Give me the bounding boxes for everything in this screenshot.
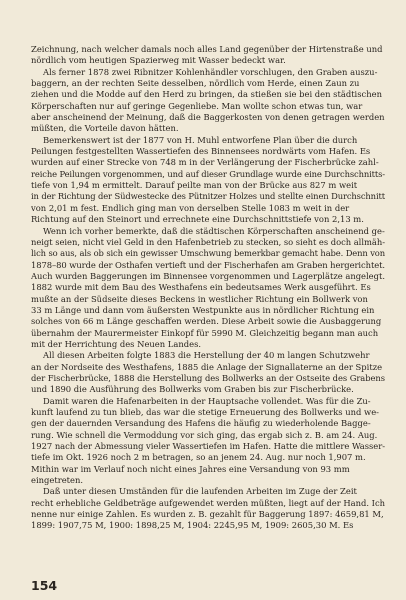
text-line: der Fischerbrücke, 1888 die Herstellung des Bollwerks an der Ostseite des Grabens (31, 372, 385, 383)
text-line: an der Nordseite des Westhafens, 1885 die Anlage der Signallaterne an der Spitze (31, 361, 383, 372)
text-line: wurden auf einer Strecke von 748 m in der Verlängerung der Fischerbrücke zahl- (31, 157, 379, 168)
text-line: 1927 nach der Abmessung vieler Wassertiefen im Hafen. Hatte die mittlere Wasser- (31, 441, 385, 452)
text-line: ziehen und die Modde auf den Herd zu bringen, da stießen sie bei den städtischen (31, 89, 382, 100)
page-number: 154 (31, 578, 58, 593)
text-line: und 1890 die Ausführung des Bollwerks vom Graben bis zur Fischerbrücke. (31, 384, 354, 395)
text-line: nenne nur einige Zahlen. Es wurden z. B. gezahlt für Baggerung 1897: 4659,81 M, (31, 509, 384, 520)
text-line: All diesen Arbeiten folgte 1883 die Herstellung der 40 m langen Schutzwehr (43, 350, 370, 361)
text-line: mußte an der Südseite dieses Beckens in westlicher Richtung ein Bollwerk von (31, 293, 368, 304)
text-line: rung. Wie schnell die Vermoddung vor sich ging, das ergab sich z. B. am 24. Aug. (31, 429, 378, 440)
text-line: Körperschaften nur auf geringe Gegenliebe. Man wollte schon etwas tun, war (31, 100, 363, 111)
text-line: übernahm der Maurermeister Einkopf für 5990 M. Gleichzeitig begann man auch (31, 327, 379, 338)
text-line: tiefe im Okt. 1926 noch 2 m betragen, so an jenem 24. Aug. nur noch 1,907 m. (31, 452, 366, 463)
text-line: 33 m Länge und dann vom äußersten Westpunkte aus in nördlicher Richtung ein (31, 304, 375, 315)
text-line: recht erhebliche Geldbeträge aufgewendet werden müßten, liegt auf der Hand. Ich (31, 497, 385, 508)
text-line: von 2,01 m fest. Endlich ging man von derselben Stelle 1083 m weit in der (31, 202, 350, 213)
text-line: Richtung auf den Steinort und errechnete eine Durchschnittstiefe von 2,13 m. (31, 214, 364, 225)
text-line: Wenn ich vorher bemerkte, daß die städtischen Körperschaften anscheinend ge- (43, 225, 385, 236)
text-line: Auch wurden Baggerungen im Binnensee vorgenommen und Lagerplätze angelegt. (31, 270, 385, 281)
text-line: aber anscheinend der Meinung, daß die Baggerkosten von denen getragen werden (31, 112, 385, 123)
text-line: mit der Herrichtung des Neuen Landes. (31, 338, 202, 349)
text-line: Als ferner 1878 zwei Ribnitzer Kohlenhändler vorschlugen, den Graben auszu- (43, 66, 378, 77)
text-line: kunft laufend zu tun blieb, das war die stetige Erneuerung des Bollwerks und we- (31, 407, 380, 417)
text-line: Bemerkenswert ist der 1877 von H. Muhl entworfene Plan über die durch (43, 134, 358, 145)
body-text (31, 44, 385, 532)
text-line: Zeichnung, nach welcher damals noch alles Land gegenüber der Hirtenstraße und (31, 44, 383, 54)
text-line: Peilungen festgestellten Wassertiefen des Binnensees nordwärts vom Hafen. Es (31, 146, 371, 157)
text-line: 1878–80 wurde der Osthafen vertieft und der Fischerhafen am Graben hergerichtet. (31, 259, 385, 270)
text-line: gen der dauernden Versandung des Hafens die häufig zu wiederholende Bagge- (31, 418, 371, 429)
text-line: Damit waren die Hafenarbeiten in der Hauptsache vollendet. Was für die Zu- (43, 395, 371, 406)
text-line: in der Richtung der Südwestecke des Pütnitzer Holzes und stellte einen Durchschnitt (31, 191, 385, 202)
text-line: baggern, an der rechten Seite desselben, nördlich vom Herde, einen Zaun zu (31, 78, 360, 89)
text-line: neigt seien, nicht viel Geld in den Hafenbetrieb zu stecken, so sieht es doch allmäh- (31, 236, 385, 247)
text-line: tiefe von 1,94 m ermittelt. Darauf peilte man von der Brücke aus 827 m weit (31, 180, 358, 191)
text-line: Mithin war im Verlauf noch nicht eines Jahres eine Versandung von 93 mm (31, 463, 350, 474)
text-line: lich so aus, als ob sich ein gewisser Umschwung bemerkbar gemacht habe. Denn von (31, 248, 385, 259)
text-line: solches von 66 m Länge geschaffen werden. Diese Arbeit sowie die Ausbaggerung (31, 316, 382, 327)
text-line: Daß unter diesen Umständen für die laufenden Arbeiten im Zuge der Zeit (43, 486, 357, 497)
text-line: nördlich vom heutigen Spazierweg mit Wasser bedeckt war. (31, 55, 286, 66)
text-line: eingetreten. (31, 475, 84, 486)
text-line: 1882 wurde mit dem Bau des Westhafens ein bedeutsames Werk ausgeführt. Es (31, 282, 371, 293)
text-line: 1899: 1907,75 M, 1900: 1898,25 M, 1904: 2245,95 M, 1909: 2605,30 M. Es (31, 520, 354, 531)
text-line: müßten, die Vorteile davon hätten. (31, 123, 179, 134)
text-line: reiche Peilungen vorgenommen, und auf dieser Grundlage wurde eine Durchschnitts- (31, 168, 385, 179)
